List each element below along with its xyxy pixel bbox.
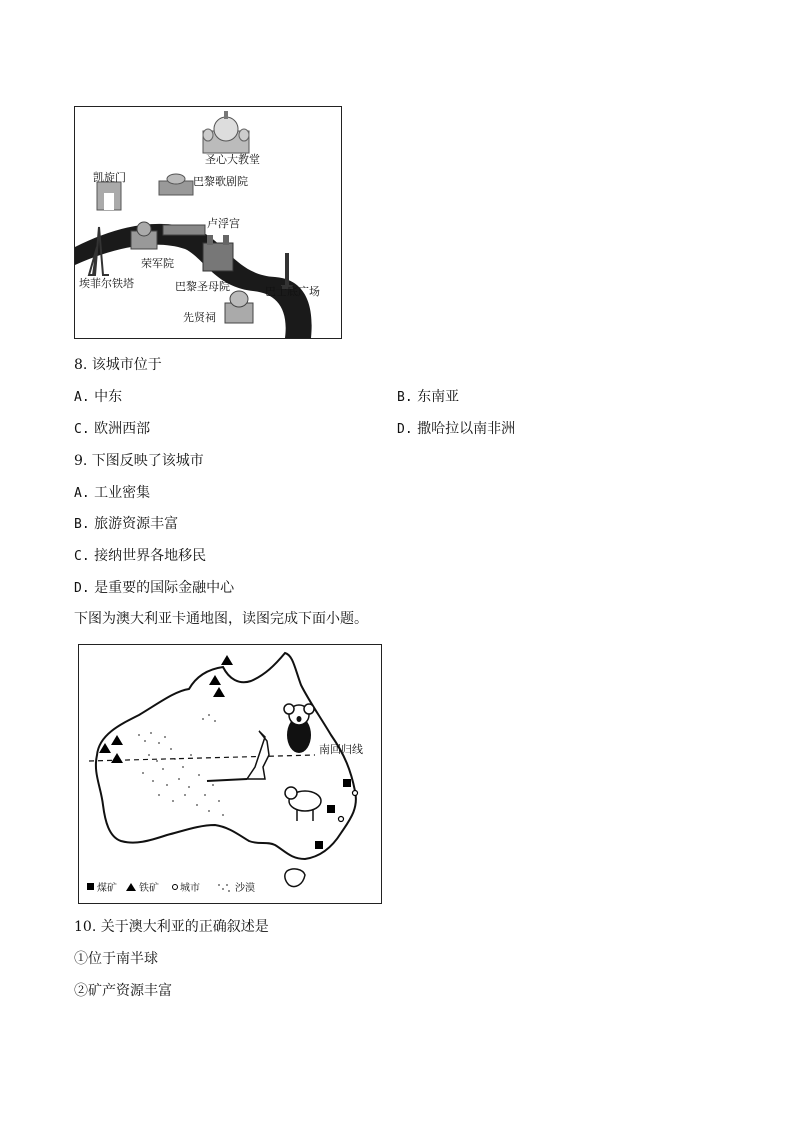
tasmania-outline bbox=[285, 869, 305, 887]
q8-option-b[interactable] bbox=[397, 388, 459, 407]
q8-option-d-key: D. bbox=[397, 422, 413, 437]
australia-intro: 下图为澳大利亚卡通地图，读图完成下面小题。 bbox=[74, 611, 368, 627]
arc-de-triomphe-landmark bbox=[97, 182, 121, 210]
q8-stem: 8. 该城市位于 bbox=[74, 357, 162, 373]
label-sacre-coeur: 圣心大教堂 bbox=[205, 153, 260, 166]
q10-stem: 10. 关于澳大利亚的正确叙述是 bbox=[74, 919, 269, 935]
q8-option-a-text: 中东 bbox=[94, 389, 123, 405]
legend-iron-icon bbox=[126, 883, 136, 891]
legend-desert-icon bbox=[218, 884, 230, 892]
paris-map-svg bbox=[75, 107, 341, 338]
q8-option-c-key: C. bbox=[74, 422, 90, 437]
q8-option-d[interactable] bbox=[397, 420, 515, 439]
map-legend bbox=[87, 881, 255, 894]
legend-coal-icon bbox=[87, 883, 94, 890]
label-notre-dame: 巴黎圣母院 bbox=[175, 280, 230, 293]
sacre-coeur-landmark bbox=[203, 111, 249, 153]
q9-option-b[interactable] bbox=[74, 515, 178, 534]
legend-iron-label: 铁矿 bbox=[139, 883, 159, 894]
q8-option-b-text: 东南亚 bbox=[417, 389, 460, 405]
legend-city-icon bbox=[173, 885, 178, 890]
label-invalides: 荣军院 bbox=[141, 257, 174, 270]
legend-desert-label: 沙漠 bbox=[235, 883, 255, 894]
q9-option-a-key: A. bbox=[74, 486, 90, 501]
label-eiffel: 埃菲尔铁塔 bbox=[79, 277, 134, 290]
label-pantheon: 先贤祠 bbox=[183, 311, 216, 324]
australia-map-svg bbox=[79, 645, 381, 903]
q9-option-a[interactable] bbox=[74, 484, 150, 503]
q8-option-a-key: A. bbox=[74, 390, 90, 405]
q8-option-d-text: 撒哈拉以南非洲 bbox=[417, 421, 516, 437]
q9-option-d-key: D. bbox=[74, 581, 90, 596]
label-louvre: 卢浮宫 bbox=[207, 217, 240, 230]
q9-option-c-key: C. bbox=[74, 549, 90, 564]
q8-option-c-text: 欧洲西部 bbox=[94, 421, 151, 437]
q8-option-a[interactable] bbox=[74, 388, 122, 407]
legend-city-label: 城市 bbox=[180, 883, 200, 894]
q8-option-b-key: B. bbox=[397, 390, 413, 405]
label-opera: 巴黎歌剧院 bbox=[193, 175, 248, 188]
opera-landmark bbox=[159, 174, 193, 195]
q9-option-d[interactable] bbox=[74, 579, 234, 598]
q9-option-b-text: 旅游资源丰富 bbox=[94, 516, 179, 532]
q9-stem: 9. 下图反映了该城市 bbox=[74, 453, 204, 469]
q9-option-d-text: 是重要的国际金融中心 bbox=[94, 580, 235, 596]
q10-item-1: ①位于南半球 bbox=[74, 951, 158, 967]
q9-option-c[interactable] bbox=[74, 547, 206, 566]
pantheon-landmark bbox=[225, 291, 253, 323]
australia-outline bbox=[96, 653, 356, 859]
louvre-landmark bbox=[163, 225, 205, 235]
label-arc: 凯旋门 bbox=[93, 171, 126, 184]
australia-cartoon-map bbox=[78, 644, 382, 904]
q9-option-a-text: 工业密集 bbox=[94, 485, 151, 501]
q8-option-c[interactable] bbox=[74, 420, 150, 439]
q10-item-2: ②矿产资源丰富 bbox=[74, 983, 172, 999]
tropic-label: 南回归线 bbox=[319, 743, 363, 756]
paris-landmark-map bbox=[74, 106, 342, 339]
label-bastille: 巴士底广场 bbox=[265, 285, 320, 298]
notre-dame-landmark bbox=[203, 235, 233, 271]
q9-option-c-text: 接纳世界各地移民 bbox=[94, 548, 207, 564]
q9-option-b-key: B. bbox=[74, 517, 90, 532]
legend-coal-label: 煤矿 bbox=[97, 883, 117, 894]
